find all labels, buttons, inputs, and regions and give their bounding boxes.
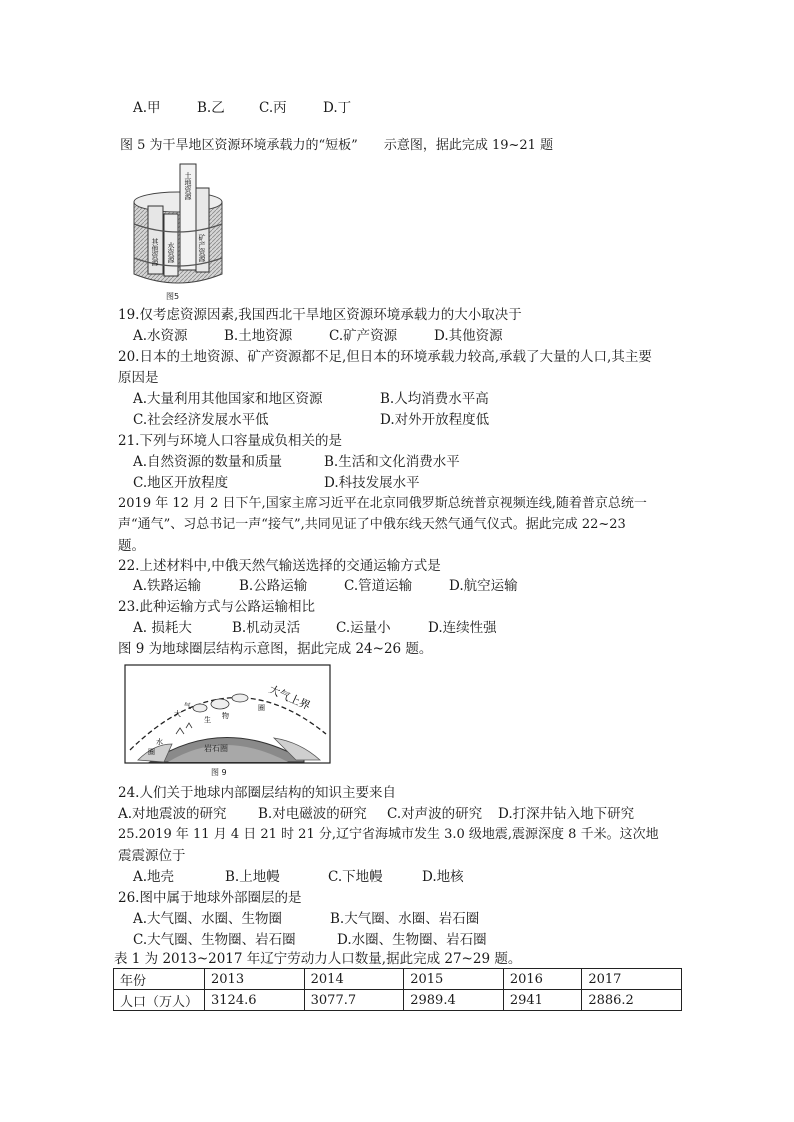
stave-mineral-label: 矿产资源 [198,234,206,262]
stave-other-label: 其他资源 [151,238,159,266]
row-header-population: 人口（万人） [114,990,205,1011]
year-cell: 2013 [205,969,305,990]
population-cell: 3124.6 [205,990,305,1011]
fig9-caption: 图 9 [211,768,227,777]
q22-option-b: B.公路运输 [239,578,308,594]
option-b: B.乙 [197,100,225,116]
q25-option-b: B.上地幔 [225,869,280,885]
q19-option-c: C.矿产资源 [329,328,398,344]
q21-option-b: B.生活和文化消费水平 [324,454,460,470]
q25-stem-line2: 震震源位于 [118,848,186,864]
fig5-caption: 图5 [166,292,180,301]
q25-option-d: D.地核 [422,869,464,885]
table1-intro: 表 1 为 2013~2017 年辽宁劳动力人口数量,据此完成 27~29 题。 [114,951,522,967]
q23-option-a: A. 损耗大 [133,620,192,636]
atmo-layer-label-1: 大 [174,710,181,718]
biosphere-label-3: 圈 [258,704,265,712]
biosphere-label-1: 生 [204,716,211,724]
fig5-intro: 图 5 为干旱地区资源环境承载力的“短板” 示意图，据此完成 19~21 题 [120,138,554,153]
biosphere-label-2: 物 [222,712,229,720]
q26-option-b: B.大气圈、水圈、岩石圈 [330,911,480,927]
q20-option-c: C.社会经济发展水平低 [133,412,269,428]
population-cell: 2886.2 [582,990,682,1011]
option-a: A.甲 [133,100,161,116]
q24-stem: 24.人们关于地球内部圈层结构的知识主要来自 [118,785,396,801]
q21-option-d: D.科技发展水平 [324,475,420,491]
lithosphere-label: 岩石圈 [204,744,228,753]
year-cell: 2016 [503,969,581,990]
q26-stem: 26.图中属于地球外部圈层的是 [118,890,302,906]
row-header-year: 年份 [114,969,205,990]
year-cell: 2017 [582,969,682,990]
earth-spheres-figure [124,664,332,766]
population-cell: 2989.4 [404,990,504,1011]
q20-option-b: B.人均消费水平高 [380,391,489,407]
q25-option-a: A.地壳 [133,869,175,885]
fig9-intro: 图 9 为地球圈层结构示意图，据此完成 24~26 题。 [118,641,433,657]
q22-option-c: C.管道运输 [344,578,413,594]
table-row-years [114,969,682,990]
year-cell: 2014 [304,969,404,990]
atmo-layer-label-2: 气 [184,702,191,710]
q22-option-a: A.铁路运输 [133,578,202,594]
q20-option-a: A.大量利用其他国家和地区资源 [133,391,323,407]
q21-stem: 21.下列与环境人口容量成负相关的是 [118,433,342,449]
q21-option-a: A.自然资源的数量和质量 [133,454,283,470]
passage-line1: 2019 年 12 月 2 日下午,国家主席习近平在北京同俄罗斯总统普京视频连线,随着普京总统一 [118,496,647,511]
q19-stem: 19.仅考虑资源因素,我国西北干旱地区资源环境承载力的大小取决于 [118,307,522,323]
q24-option-b: B.对电磁波的研究 [258,806,367,822]
water-label-1: 水 [156,738,163,746]
stave-land-label: 土地资源 [184,172,192,200]
population-cell: 2941 [503,990,581,1011]
passage-line2: 声“通气”、习总书记一声“接气”,共同见证了中俄东线天然气通气仪式。据此完成 22~23 [118,517,626,532]
q19-option-b: B.土地资源 [224,328,293,344]
q25-option-c: C.下地幔 [328,869,383,885]
q26-option-a: A.大气圈、水圈、生物圈 [133,911,283,927]
q24-option-c: C.对声波的研究 [387,806,483,822]
population-table [113,968,682,1011]
q23-option-d: D.连续性强 [428,620,497,636]
q23-option-b: B.机动灵活 [232,620,301,636]
q26-option-c: C.大气圈、生物圈、岩石圈 [133,932,296,948]
population-cell: 3077.7 [304,990,404,1011]
atmosphere-upper-label-1: 大气上界 [266,682,313,713]
q24-option-d: D.打深井钻入地下研究 [498,806,635,822]
table-row-population [114,990,682,1011]
q22-stem: 22.上述材料中,中俄天然气输送选择的交通运输方式是 [118,558,441,574]
q19-option-a: A.水资源 [133,328,188,344]
stave-water-label: 水资源 [167,242,175,263]
water-label-2: 圈 [148,748,155,756]
q25-stem-line1: 25.2019 年 11 月 4 日 21 时 21 分,辽宁省海城市发生 3.0 级地震,震源深度 8 千米。这次地 [118,827,659,842]
q19-option-d: D.其他资源 [434,328,503,344]
q26-option-d: D.水圈、生物圈、岩石圈 [337,932,487,948]
q22-option-d: D.航空运输 [449,578,518,594]
q24-option-a: A.对地震波的研究 [118,806,227,822]
q23-stem: 23.此种运输方式与公路运输相比 [118,599,315,615]
year-cell: 2015 [404,969,504,990]
q20-stem-line1: 20.日本的土地资源、矿产资源都不足,但日本的环境承载力较高,承载了大量的人口,其主要 [118,349,652,365]
passage-line3: 题。 [118,538,145,554]
q21-option-c: C.地区开放程度 [133,475,229,491]
option-d: D.丁 [323,100,352,116]
option-c: C.丙 [259,100,287,116]
q20-stem-line2: 原因是 [118,370,159,386]
barrel-figure [128,162,240,302]
q20-option-d: D.对外开放程度低 [380,412,490,428]
q23-option-c: C.运量小 [336,620,391,636]
